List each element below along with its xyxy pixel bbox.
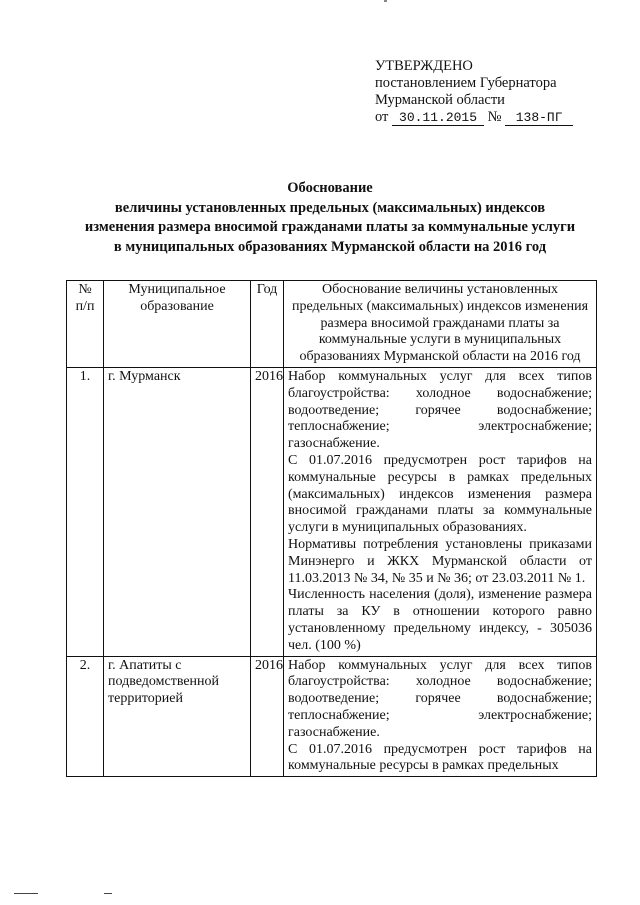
table-header-row [67, 281, 597, 368]
justification-paragraph: С 01.07.2016 предусмотрен рост тарифов на коммунальные ресурсы в рамках предельных [288, 741, 592, 774]
row-justification [284, 656, 597, 777]
row-justification [284, 367, 597, 656]
justification-paragraph: Набор коммунальных услуг для всех типов благоустройства: холодное водоснабжение; водоотведение; горячее водоснабжение; теплоснабжение; электроснабжение; газоснабжение. [288, 368, 592, 452]
table-row [67, 367, 597, 656]
justification-paragraph: С 01.07.2016 предусмотрен рост тарифов на коммунальные ресурсы в рамках предельных (максимальных) индексов изменения размера вносимой гражданами платы за коммунальные услуги в муниципальных образованиях. [288, 452, 592, 536]
row-year: 2016 [251, 367, 284, 656]
document-heading [60, 179, 600, 257]
justification-table [66, 280, 597, 777]
table-row [67, 656, 597, 777]
scan-mark-bottom-left [14, 893, 38, 894]
justification-paragraph: Набор коммунальных услуг для всех типов благоустройства: холодное водоснабжение; водоотведение; горячее водоснабжение; теплоснабжение; электроснабжение; газоснабжение. [288, 657, 592, 740]
approval-date-value: 30.11.2015 [392, 111, 484, 126]
row-num: 1. [67, 367, 104, 656]
heading-line-4: в муниципальных образованиях Мурманской области на 2016 год [113, 238, 547, 255]
approval-line-1: постановлением Губернатора [375, 75, 557, 91]
approval-number-value: 138-ПГ [505, 111, 573, 126]
heading-line-1: Обоснование [287, 180, 373, 196]
row-num: 2. [67, 656, 104, 777]
scan-mark-bottom-mid [104, 893, 112, 894]
approval-date-line [375, 109, 573, 126]
approval-block [375, 58, 573, 126]
scan-mark-top [384, 0, 387, 2]
justification-paragraph: Нормативы потребления установлены приказами Минэнерго и ЖКХ Мурманской области от 11.03.2013 № 34, № 35 и № 36; от 23.03.2011 № 1. [288, 536, 592, 586]
heading-line-2: величины установленных предельных (максимальных) индексов [114, 199, 546, 216]
number-prefix: № [487, 109, 502, 125]
date-prefix: от [375, 109, 389, 125]
header-justification: Обоснование величины установленных предельных (максимальных) индексов изменения размера вносимой гражданами платы за коммунальные услуги в муниципальных образованиях Мурманской области на 2016 год [284, 281, 597, 368]
approval-title: УТВЕРЖДЕНО [375, 58, 473, 74]
header-num: № п/п [67, 281, 104, 368]
header-year: Год [251, 281, 284, 368]
heading-line-3: изменения размера вносимой гражданами платы за коммунальные услуги [84, 219, 576, 235]
row-year: 2016 [251, 656, 284, 777]
header-municipality: Муниципальное образование [104, 281, 251, 368]
justification-paragraph: Численность населения (доля), изменение размера платы за КУ в отношении которого равно установленному предельному индексу, - 305036 чел. (100 %) [288, 587, 592, 653]
row-municipality: г. Апатиты с подведомственной территорией [104, 656, 251, 777]
approval-line-2: Мурманской области [375, 92, 505, 108]
row-municipality: г. Мурманск [104, 367, 251, 656]
